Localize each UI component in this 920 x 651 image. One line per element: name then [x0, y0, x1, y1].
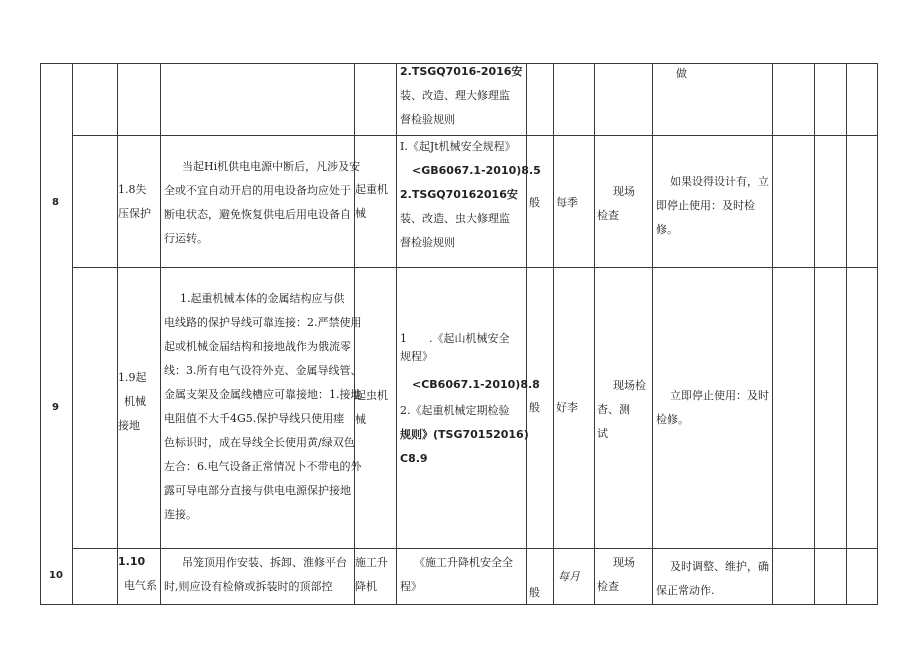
requirement-cell: 1.起重机械本体的金属结构应与供 电线路的保护导线可靠连接：2.严禁使用 起或机械金届结构和接地战作为俄流零 线：3.所有电气设符外克、金属导线管、 金属支架及金属线槽应可靠接地：1.接地 电阻值不大千4G5.保护导线只使用瘗 色标识时，成在导线全长使用黄/绿双色 左合：6.电气设备正常情况卜不带电的外 露可导电部分直接与供电电源保护接地 连接。: [164, 292, 362, 521]
row-divider: [72, 548, 878, 549]
col-border: [117, 63, 118, 605]
col-border: [594, 63, 595, 605]
equipment-cell: 起重机 械: [355, 183, 388, 220]
measure-cell: 及时调整、维护，确 保正常动作.: [656, 560, 769, 597]
grade-cell: 般: [529, 196, 540, 209]
requirement-cell: 当起Hi机供电电源中断后，凡涉及安 全或不宜自动开启的用电设备均应处于 断电状态，避免恢复供电后用电设备自 行运转。: [164, 160, 361, 245]
col-border: [846, 63, 847, 605]
method-cell: 现场 检查: [597, 556, 635, 593]
equipment-cell: 施工升 降机: [355, 556, 388, 593]
equipment-cell: 起虫机 械: [355, 389, 388, 426]
measure-cell: 立即停止使用：及时 检修。: [656, 389, 769, 426]
item-cell: 1.8失 压保护: [118, 183, 151, 220]
measure-cell: 做: [676, 67, 687, 80]
row-number: 10: [49, 570, 63, 581]
basis-cell: I.《起Jt机械安全规程》 <GB6067.1-2010)8.5 2.TSGQ70162016安 装、改造、虫大修理监 督检验规则: [400, 140, 541, 249]
col-border: [396, 63, 397, 605]
table-border-bottom: [40, 604, 878, 605]
method-cell: 现场 检查: [597, 185, 635, 222]
item-cell: 1.9起 机械 接地: [118, 371, 147, 432]
row-number: 8: [52, 197, 59, 208]
grade-cell: 般: [529, 401, 540, 414]
requirement-cell: 吊笼顶用作安装、拆卸、淮修平台 时,则应设有检脩或拆装时的顶部控: [164, 556, 347, 593]
col-border: [160, 63, 161, 605]
col-border: [652, 63, 653, 605]
grade-cell: 般: [529, 586, 540, 599]
col-border: [40, 63, 41, 605]
measure-cell: 如果设得设计有，立 即停止使用：及时检 修。: [656, 175, 769, 236]
basis-cell: 《施工升降机安全全 程》: [400, 556, 513, 593]
row-number: 9: [52, 402, 59, 413]
col-border: [772, 63, 773, 605]
col-border: [553, 63, 554, 605]
col-border: [72, 63, 73, 605]
row-divider: [72, 267, 878, 268]
period-cell: 每月: [558, 570, 580, 583]
basis-cell: 2.TSGQ7016-2016安 装、改造、理大修理监 督检验规则: [400, 65, 523, 126]
method-cell: 现场检 杳、测 试: [597, 379, 646, 440]
col-border: [877, 63, 878, 605]
period-cell: 好李: [556, 401, 578, 414]
basis-cell: 1 .《起山机械安全 规程》 <CB6067.1-2010)8.8 2.《起重机械定期检验 规则》(TSG70152016) C8.9: [400, 332, 540, 465]
col-border: [814, 63, 815, 605]
item-cell: 1.10 电气系: [118, 555, 157, 592]
period-cell: 每季: [556, 196, 578, 209]
